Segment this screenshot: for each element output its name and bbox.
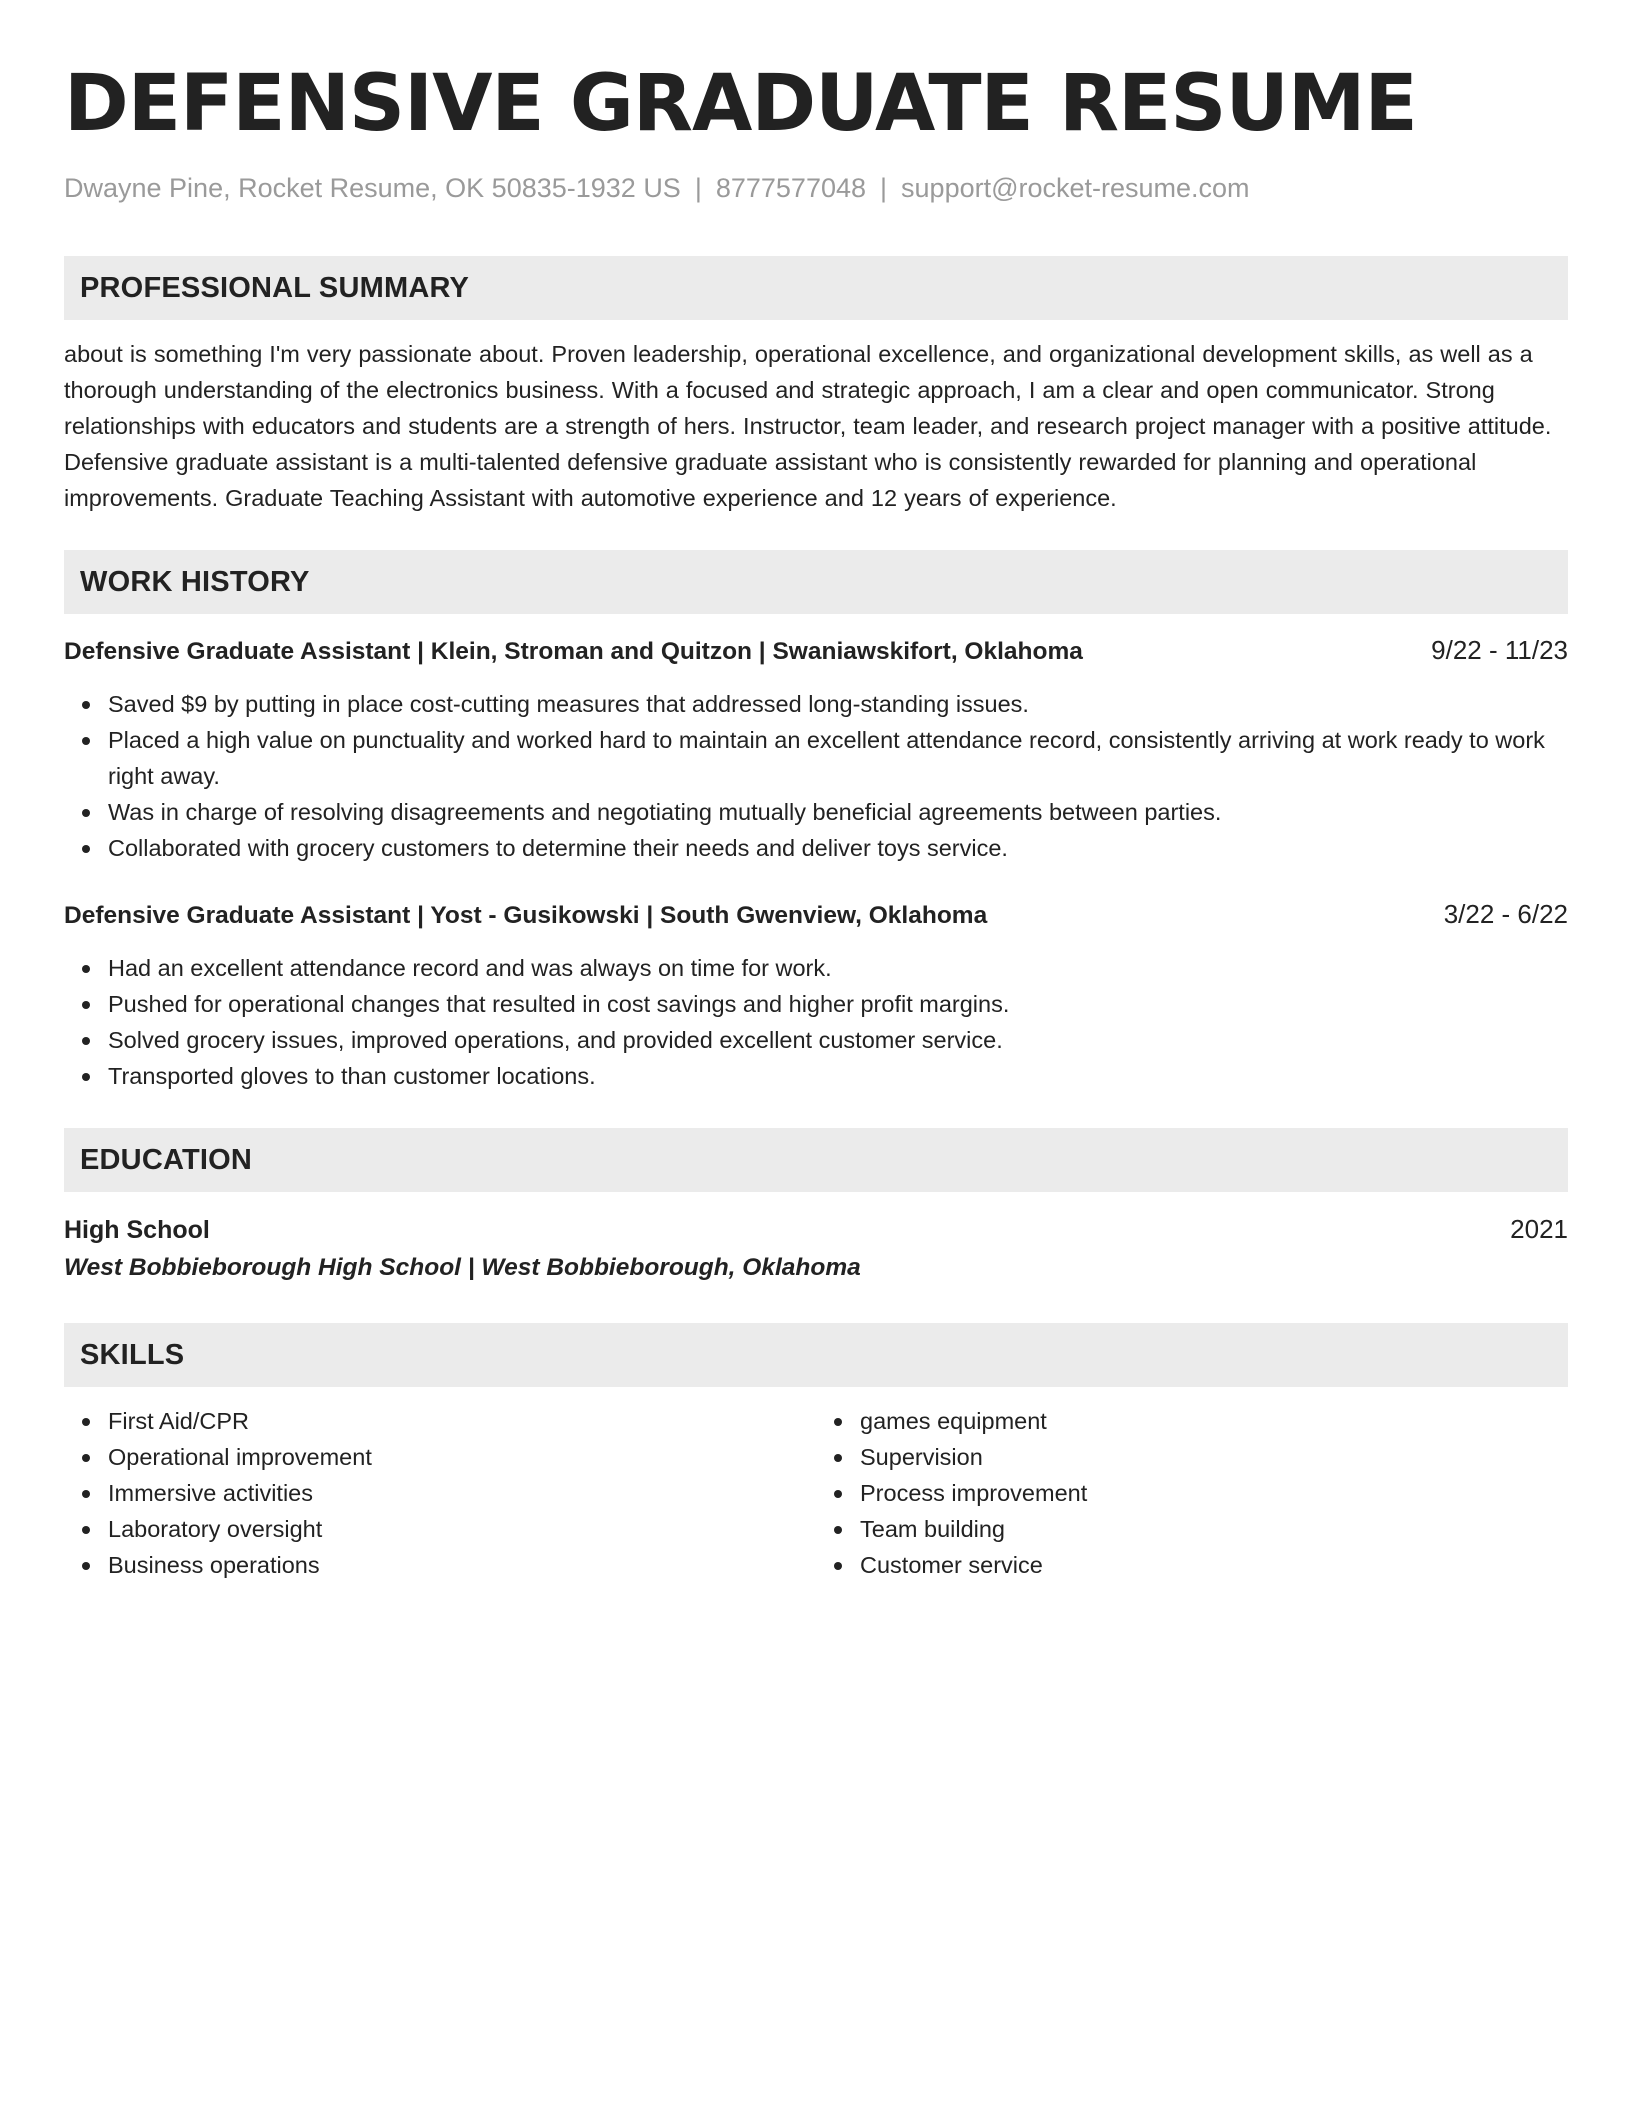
list-item: Placed a high value on punctuality and worked hard to maintain an excellent attendance record, consistently arriving at work ready to work right away. [108, 722, 1568, 794]
list-item: Was in charge of resolving disagreements and negotiating mutually beneficial agreements between parties. [108, 794, 1568, 830]
list-item: Collaborated with grocery customers to determine their needs and deliver toys service. [108, 830, 1568, 866]
education-header [64, 1210, 1568, 1249]
contact-separator: | [880, 173, 888, 203]
job-dates: 3/22 - 6/22 [1443, 899, 1568, 929]
list-item: Solved grocery issues, improved operations, and provided excellent customer service. [108, 1022, 1568, 1058]
job-bullets [64, 950, 1568, 1094]
skill-item: Immersive activities [108, 1475, 816, 1511]
work-history-heading: WORK HISTORY [64, 550, 1568, 614]
skills-list [64, 1403, 1568, 1583]
summary-heading: PROFESSIONAL SUMMARY [64, 256, 1568, 320]
skill-item: Team building [860, 1511, 1568, 1547]
skill-item: First Aid/CPR [108, 1403, 816, 1439]
job-bullets [64, 686, 1568, 866]
job-dates: 9/22 - 11/23 [1431, 635, 1568, 665]
contact-phone: 8777577048 [715, 173, 867, 203]
skill-item: Supervision [860, 1439, 1568, 1475]
summary-text: about is something I'm very passionate about. Proven leadership, operational excellence, and organizational development skills, as well as a thorough understanding of the electronics business. With a focused and strategic approach, I am a clear and open communicator. Strong relationships with educators and students are a strength of hers. Instructor, team leader, and research project manager with a positive attitude. Defensive graduate assistant is a multi-talented defensive graduate assistant who is consistently rewarded for planning and operational improvements. Graduate Teaching Assistant with automotive experience and 12 years of experience. [64, 341, 1552, 511]
skill-item: games equipment [860, 1403, 1568, 1439]
skill-item: Business operations [108, 1547, 816, 1583]
education-entry [64, 1210, 1568, 1287]
skill-item: Process improvement [860, 1475, 1568, 1511]
skills-column-left [64, 1403, 816, 1583]
skills-column-right [816, 1403, 1568, 1583]
education-year: 2021 [1510, 1214, 1568, 1244]
job-entry [64, 632, 1568, 866]
job-entry [64, 896, 1568, 1094]
job-title: Defensive Graduate Assistant | Yost - Gusikowski | South Gwenview, Oklahoma [64, 902, 988, 929]
list-item: Saved $9 by putting in place cost-cutting measures that addressed long-standing issues. [108, 686, 1568, 722]
skill-item: Laboratory oversight [108, 1511, 816, 1547]
job-title: Defensive Graduate Assistant | Klein, Stroman and Quitzon | Swaniawskifort, Oklahoma [64, 638, 1083, 665]
education-degree: High School [64, 1216, 210, 1244]
list-item: Pushed for operational changes that resulted in cost savings and higher profit margins. [108, 986, 1568, 1022]
education-school: West Bobbieborough High School | West Bobbieborough, Oklahoma [64, 1254, 861, 1281]
contact-address: Dwayne Pine, Rocket Resume, OK 50835-1932 US [64, 173, 681, 203]
skill-item: Operational improvement [108, 1439, 816, 1475]
list-item: Had an excellent attendance record and was always on time for work. [108, 950, 1568, 986]
contact-line [64, 170, 1568, 206]
contact-email: support@rocket-resume.com [901, 173, 1250, 203]
skill-item: Customer service [860, 1547, 1568, 1583]
job-header [64, 896, 1568, 934]
skills-heading: SKILLS [64, 1323, 1568, 1387]
contact-separator: | [694, 173, 702, 203]
list-item: Transported gloves to than customer locations. [108, 1058, 1568, 1094]
resume-title: DEFENSIVE GRADUATE RESUME [64, 59, 1417, 149]
job-header [64, 632, 1568, 670]
education-heading: EDUCATION [64, 1128, 1568, 1192]
